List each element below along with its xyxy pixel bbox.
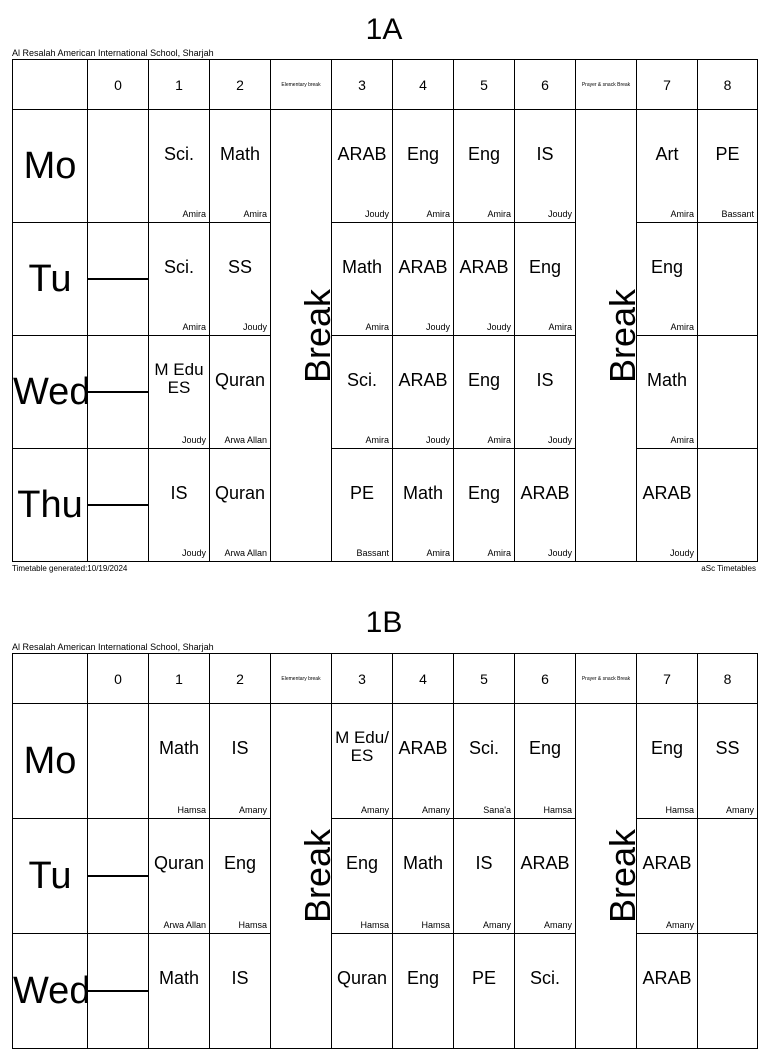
teacher-label: Arwa Allan — [224, 548, 267, 558]
phonics-group — [88, 392, 148, 393]
subject-label: IS — [536, 143, 554, 164]
subject-label: Eng — [406, 968, 440, 989]
lesson-cell — [637, 934, 698, 1049]
break-header: Elementary break — [271, 60, 332, 110]
period-header: 7 — [637, 654, 698, 704]
lesson-cell — [637, 336, 698, 449]
subject-label: PE — [471, 968, 496, 989]
day-label: Wed — [13, 934, 88, 1049]
phonics-group — [88, 279, 148, 280]
teacher-label: Amira — [243, 209, 267, 219]
subject-label: ARAB — [642, 482, 692, 503]
lesson-cell — [210, 934, 271, 1049]
teacher-label: Joudy — [669, 548, 694, 558]
teacher-label: Joudy — [486, 322, 511, 332]
teacher-label: Hamsa — [177, 805, 206, 815]
lesson-cell — [454, 819, 515, 934]
lesson-cell — [515, 704, 576, 819]
school-name: Al Resalah American International School, Sharjah — [12, 642, 214, 652]
teacher-label: Amany — [421, 805, 450, 815]
period-0-cell — [88, 449, 149, 562]
subject-label: Sci. — [529, 968, 560, 989]
period-header: 5 — [454, 654, 515, 704]
subject-label: Eng — [650, 738, 684, 759]
subject-label: Math — [402, 853, 444, 874]
teacher-label: Hamsa — [238, 920, 267, 930]
day-row — [13, 704, 758, 819]
lesson-cell — [698, 223, 758, 336]
lesson-cell — [149, 934, 210, 1049]
day-row — [13, 819, 758, 934]
teacher-label: Amira — [670, 435, 694, 445]
period-header: 1 — [149, 654, 210, 704]
lesson-cell — [149, 336, 210, 449]
period-0-cell — [88, 336, 149, 449]
lesson-cell — [149, 223, 210, 336]
subject-label: Quran — [153, 853, 205, 874]
corner-cell — [13, 60, 88, 110]
teacher-label: Amany — [725, 805, 754, 815]
lesson-cell — [332, 223, 393, 336]
teacher-label: Joudy — [547, 435, 572, 445]
period-header: 2 — [210, 654, 271, 704]
lesson-cell — [637, 110, 698, 223]
lesson-cell — [332, 110, 393, 223]
teacher-label: Amira — [426, 548, 450, 558]
timetable-1a — [12, 59, 758, 562]
lesson-cell — [332, 336, 393, 449]
teacher-label: Joudy — [547, 209, 572, 219]
subject-label: ARAB — [642, 853, 692, 874]
teacher-label: Amira — [487, 209, 511, 219]
subject-label: Math — [158, 738, 200, 759]
subject-label: Eng — [467, 482, 501, 503]
subject-label: Eng — [406, 143, 440, 164]
header-row — [13, 654, 758, 704]
teacher-label: Bassant — [721, 209, 754, 219]
teacher-label: Joudy — [181, 435, 206, 445]
teacher-label: Arwa Allan — [163, 920, 206, 930]
lesson-cell — [149, 449, 210, 562]
period-0-cell — [88, 223, 149, 336]
teacher-label: Hamsa — [543, 805, 572, 815]
subject-label: Eng — [467, 143, 501, 164]
day-row — [13, 934, 758, 1049]
period-0-cell — [88, 704, 149, 819]
subject-label: Math — [158, 968, 200, 989]
lesson-cell — [515, 223, 576, 336]
period-header: 6 — [515, 60, 576, 110]
day-label: Tu — [13, 819, 88, 934]
lesson-cell — [454, 110, 515, 223]
teacher-label: Amira — [365, 435, 389, 445]
period-header: 7 — [637, 60, 698, 110]
period-0-cell — [88, 110, 149, 223]
break-label: Break — [602, 828, 644, 924]
lesson-cell — [149, 819, 210, 934]
break-label: Break — [602, 288, 644, 383]
teacher-label: Amira — [182, 209, 206, 219]
phonics-stack — [88, 875, 148, 877]
lesson-cell — [698, 110, 758, 223]
teacher-label: Amany — [665, 920, 694, 930]
subject-label: ARAB — [398, 369, 448, 390]
subject-label: Sci. — [468, 738, 499, 759]
subject-label: IS — [231, 968, 249, 989]
subject-label: Quran — [214, 482, 266, 503]
phonics-stack — [88, 391, 148, 393]
period-header: 3 — [332, 654, 393, 704]
subject-label: M Edu ES — [154, 359, 204, 397]
lesson-cell — [698, 934, 758, 1049]
subject-label: M Edu/ ES — [335, 728, 389, 766]
lesson-cell — [393, 704, 454, 819]
header-row — [13, 60, 758, 110]
period-header: 0 — [88, 654, 149, 704]
break-header: Elementary break — [271, 654, 332, 704]
teacher-label: Amany — [360, 805, 389, 815]
teacher-label: Bassant — [356, 548, 389, 558]
timetable-1b — [12, 653, 758, 1049]
period-header: 1 — [149, 60, 210, 110]
teacher-label: Amira — [670, 209, 694, 219]
subject-label: ARAB — [337, 143, 387, 164]
teacher-label: Joudy — [425, 435, 450, 445]
phonics-stack — [88, 504, 148, 506]
subject-label: ARAB — [398, 738, 448, 759]
lesson-cell — [515, 336, 576, 449]
elementary-break-cell — [271, 110, 339, 562]
teacher-label: Joudy — [547, 548, 572, 558]
subject-label: Eng — [528, 738, 562, 759]
subject-label: IS — [231, 738, 249, 759]
teacher-label: Amany — [238, 805, 267, 815]
subject-label: Quran — [336, 968, 388, 989]
period-header: 6 — [515, 654, 576, 704]
teacher-label: Arwa Allan — [224, 435, 267, 445]
day-row — [13, 223, 758, 336]
subject-label: Quran — [214, 369, 266, 390]
lesson-cell — [210, 110, 271, 223]
subject-label: Math — [341, 256, 383, 277]
prayer-break-cell — [576, 704, 644, 1049]
phonics-group — [88, 876, 148, 877]
lesson-cell — [332, 704, 393, 819]
lesson-cell — [210, 336, 271, 449]
subject-label: IS — [475, 853, 493, 874]
subject-label: Eng — [650, 256, 684, 277]
subject-label: Eng — [528, 256, 562, 277]
subject-label: Math — [219, 143, 261, 164]
lesson-cell — [332, 819, 393, 934]
subject-label: PE — [349, 482, 374, 503]
subject-label: Eng — [345, 853, 379, 874]
period-header: 0 — [88, 60, 149, 110]
period-0-cell — [88, 819, 149, 934]
subject-label: Art — [655, 143, 679, 164]
lesson-cell — [698, 336, 758, 449]
subject-label: ARAB — [398, 256, 448, 277]
class-title: 1B — [365, 606, 403, 639]
footer-credit: aSc Timetables — [701, 564, 756, 573]
day-label: Wed — [13, 336, 88, 449]
subject-label: ARAB — [520, 853, 570, 874]
corner-cell — [13, 654, 88, 704]
lesson-cell — [515, 110, 576, 223]
break-label: Break — [297, 288, 339, 383]
subject-label: Eng — [467, 369, 501, 390]
lesson-cell — [637, 449, 698, 562]
lesson-cell — [454, 934, 515, 1049]
teacher-label: Amira — [365, 322, 389, 332]
lesson-cell — [454, 223, 515, 336]
lesson-cell — [332, 934, 393, 1049]
lesson-cell — [332, 449, 393, 562]
class-title: 1A — [365, 13, 403, 46]
subject-label: PE — [715, 143, 740, 164]
day-label: Mo — [13, 704, 88, 819]
lesson-cell — [637, 704, 698, 819]
teacher-label: Joudy — [364, 209, 389, 219]
lesson-cell — [149, 110, 210, 223]
teacher-label: Amira — [182, 322, 206, 332]
period-header: 2 — [210, 60, 271, 110]
period-header: 5 — [454, 60, 515, 110]
lesson-cell — [515, 819, 576, 934]
lesson-cell — [454, 449, 515, 562]
lesson-cell — [698, 449, 758, 562]
day-label: Tu — [13, 223, 88, 336]
lesson-cell — [210, 223, 271, 336]
teacher-label: Sana'a — [483, 805, 511, 815]
subject-label: Sci. — [346, 369, 377, 390]
lesson-cell — [393, 336, 454, 449]
day-row — [13, 449, 758, 562]
lesson-cell — [393, 819, 454, 934]
teacher-label: Joudy — [181, 548, 206, 558]
subject-label: Eng — [223, 853, 257, 874]
lesson-cell — [393, 223, 454, 336]
lesson-cell — [393, 110, 454, 223]
phonics-stack — [88, 990, 148, 992]
teacher-label: Joudy — [425, 322, 450, 332]
subject-label: ARAB — [520, 482, 570, 503]
subject-label: Math — [646, 369, 688, 390]
teacher-label: Amany — [543, 920, 572, 930]
prayer-break-cell — [576, 110, 644, 562]
lesson-cell — [637, 819, 698, 934]
lesson-cell — [210, 819, 271, 934]
subject-label: IS — [536, 369, 554, 390]
teacher-label: Amira — [426, 209, 450, 219]
break-header: Prayer & snack Break — [576, 654, 637, 704]
teacher-label: Joudy — [242, 322, 267, 332]
teacher-label: Amira — [487, 548, 511, 558]
subject-label: ARAB — [459, 256, 509, 277]
period-header: 4 — [393, 654, 454, 704]
day-row — [13, 336, 758, 449]
subject-label: SS — [715, 738, 740, 759]
subject-label: Sci. — [163, 143, 194, 164]
teacher-label: Hamsa — [360, 920, 389, 930]
period-header: 4 — [393, 60, 454, 110]
teacher-label: Amany — [482, 920, 511, 930]
subject-label: Sci. — [163, 256, 194, 277]
lesson-cell — [454, 336, 515, 449]
period-header: 8 — [698, 654, 758, 704]
lesson-cell — [698, 704, 758, 819]
elementary-break-cell — [271, 704, 339, 1049]
subject-label: ARAB — [642, 968, 692, 989]
lesson-cell — [515, 934, 576, 1049]
lesson-cell — [393, 934, 454, 1049]
school-name: Al Resalah American International School, Sharjah — [12, 48, 214, 58]
lesson-cell — [210, 449, 271, 562]
teacher-label: Amira — [548, 322, 572, 332]
period-header: 8 — [698, 60, 758, 110]
subject-label: SS — [227, 256, 252, 277]
teacher-label: Amira — [670, 322, 694, 332]
teacher-label: Amira — [487, 435, 511, 445]
lesson-cell — [515, 449, 576, 562]
break-label: Break — [297, 828, 339, 924]
lesson-cell — [393, 449, 454, 562]
subject-label: IS — [170, 482, 188, 503]
period-header: 3 — [332, 60, 393, 110]
lesson-cell — [454, 704, 515, 819]
lesson-cell — [210, 704, 271, 819]
period-0-cell — [88, 934, 149, 1049]
lesson-cell — [637, 223, 698, 336]
lesson-cell — [149, 704, 210, 819]
day-label: Mo — [13, 110, 88, 223]
phonics-stack — [88, 278, 148, 280]
phonics-group — [88, 991, 148, 992]
teacher-label: Hamsa — [421, 920, 450, 930]
day-row — [13, 110, 758, 223]
teacher-label: Hamsa — [665, 805, 694, 815]
subject-label: Math — [402, 482, 444, 503]
phonics-group — [88, 505, 148, 506]
footer-generated: Timetable generated:10/19/2024 — [12, 564, 128, 573]
break-header: Prayer & snack Break — [576, 60, 637, 110]
lesson-cell — [698, 819, 758, 934]
day-label: Thu — [13, 449, 88, 562]
